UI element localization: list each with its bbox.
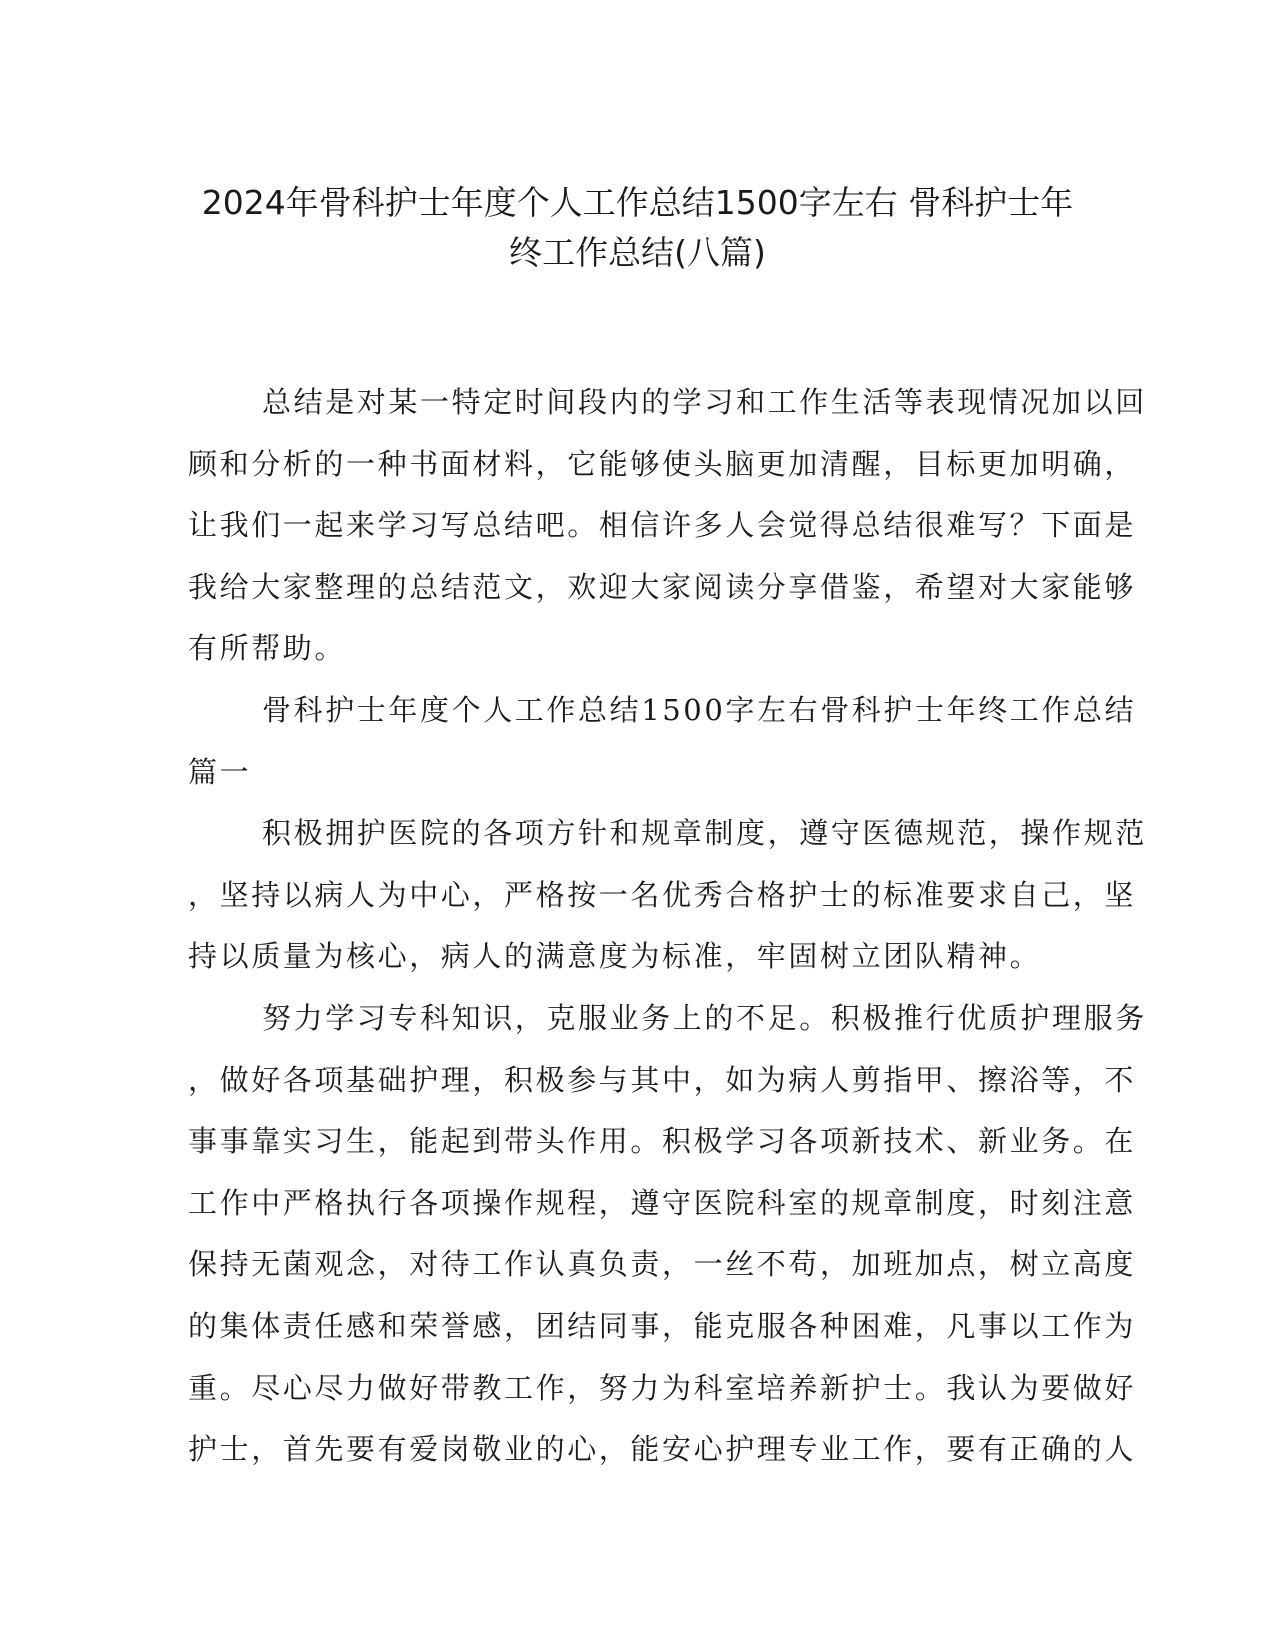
text-line: 让我们一起来学习写总结吧。相信许多人会觉得总结很难写？下面是 xyxy=(188,508,1137,543)
document-title xyxy=(150,178,1125,278)
text-line: 总结是对某一特定时间段内的学习和工作生活等表现情况加以回 xyxy=(262,385,1147,419)
text-line: ，做好各项基础护理，积极参与其中，如为病人剪指甲、擦浴等，不 xyxy=(188,1062,1137,1097)
text-line: 的集体责任感和荣誉感，团结同事，能克服各种困难，凡事以工作为 xyxy=(188,1308,1137,1343)
text-line: 重。尽心尽力做好带教工作，努力为科室培养新护士。我认为要做好 xyxy=(188,1370,1137,1405)
text-line: 积极拥护医院的各项方针和规章制度，遵守医德规范，操作规范 xyxy=(262,816,1147,851)
text-line: 努力学习专科知识，克服业务上的不足。积极推行优质护理服务 xyxy=(262,1000,1147,1035)
title-line: 终工作总结(八篇) xyxy=(509,233,766,272)
text-line: 护士，首先要有爱岗敬业的心，能安心护理专业工作，要有正确的人 xyxy=(188,1432,1137,1467)
text-line: 持以质量为核心，病人的满意度为标准，牢固树立团队精神。 xyxy=(188,939,1042,974)
text-line: 事事靠实习生，能起到带头作用。积极学习各项新技术、新业务。在 xyxy=(188,1124,1137,1159)
section-heading-paragraph xyxy=(188,680,1137,803)
intro-paragraph xyxy=(188,372,1147,680)
text-line: 有所帮助。 xyxy=(188,631,347,666)
text-line: 顾和分析的一种书面材料，它能够使头脑更加清醒，目标更加明确， xyxy=(188,446,1137,481)
text-line: 我给大家整理的总结范文，欢迎大家阅读分享借鉴，希望对大家能够 xyxy=(188,569,1137,604)
document-body xyxy=(188,372,1147,1481)
text-line: 保持无菌观念，对待工作认真负责，一丝不苟，加班加点，树立高度 xyxy=(188,1247,1137,1282)
text-line: ，坚持以病人为中心，严格按一名优秀合格护士的标准要求自己，坚 xyxy=(188,877,1137,912)
text-line: 骨科护士年度个人工作总结1500字左右骨科护士年终工作总结 xyxy=(262,692,1137,727)
body-paragraph xyxy=(188,803,1147,988)
text-line: 工作中严格执行各项操作规程，遵守医院科室的规章制度，时刻注意 xyxy=(188,1185,1137,1220)
title-line: 2024年骨科护士年度个人工作总结1500字左右 骨科护士年 xyxy=(201,183,1074,222)
body-paragraph xyxy=(188,988,1147,1481)
text-line: 篇一 xyxy=(188,754,252,789)
